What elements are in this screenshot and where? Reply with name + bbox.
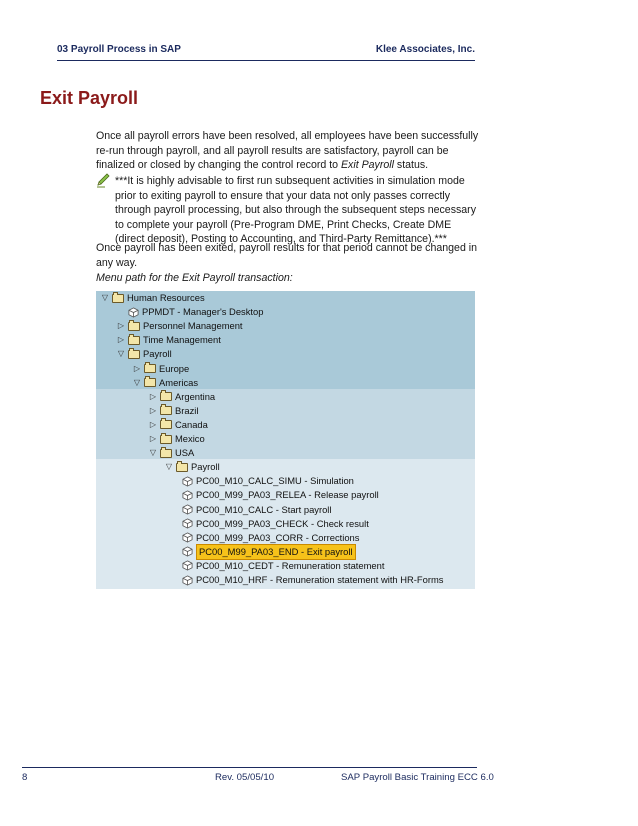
expand-closed-icon[interactable]: ▷ (149, 434, 157, 443)
menu-path-caption: Menu path for the Exit Payroll transaction: (96, 272, 293, 284)
transaction-cube-icon (182, 476, 193, 487)
header-rule (57, 60, 475, 61)
folder-open-icon (176, 463, 188, 472)
menu-tree-label: Argentina (175, 390, 216, 402)
page-header (57, 44, 475, 55)
menu-tree-node[interactable] (148, 446, 194, 460)
menu-tree-node[interactable] (180, 531, 359, 545)
menu-tree-node[interactable] (148, 418, 208, 432)
menu-tree-label: PC00_M10_CEDT - Remuneration statement (196, 559, 385, 571)
menu-tree-label: PC00_M99_PA03_CHECK - Check result (196, 517, 369, 529)
menu-tree-node[interactable] (148, 432, 205, 446)
menu-tree-node[interactable] (116, 347, 172, 361)
expand-closed-icon[interactable]: ▷ (149, 405, 157, 415)
transaction-cube-icon (182, 560, 193, 571)
menu-tree-node[interactable] (132, 376, 198, 390)
section-title: Exit Payroll (40, 88, 139, 108)
menu-tree-node[interactable] (180, 545, 356, 559)
menu-tree-label: PC00_M10_CALC - Start payroll (196, 503, 332, 515)
folder-icon (160, 435, 172, 444)
menu-tree-node[interactable] (116, 305, 263, 319)
intro-text-end: status. (393, 159, 429, 171)
menu-tree-label: Brazil (175, 404, 199, 416)
menu-tree-node[interactable] (148, 404, 198, 418)
menu-tree-label: PPMDT - Manager's Desktop (142, 306, 264, 318)
expand-open-icon[interactable]: ▽ (149, 448, 157, 458)
menu-tree-node[interactable] (180, 474, 354, 488)
folder-open-icon (144, 378, 156, 387)
intro-text: Once all payroll errors have been resolved, all employees have been successfully re-run through payroll, and all payroll results are satisfactory, payroll can be finalized or closed by changing the control record to (96, 130, 479, 171)
folder-icon (128, 322, 140, 331)
menu-tree-label: PC00_M99_PA03_CORR - Corrections (196, 531, 360, 543)
transaction-cube-icon (182, 532, 193, 543)
menu-tree-label: PC00_M99_PA03_RELEA - Release payroll (196, 489, 379, 501)
menu-tree-node[interactable] (180, 559, 384, 573)
folder-icon (160, 406, 172, 415)
transaction-cube-icon (182, 490, 193, 501)
exit-warning-paragraph: Once payroll has been exited, payroll results for that period cannot be changed in any way. (96, 242, 478, 269)
menu-tree-label: Human Resources (127, 292, 205, 303)
menu-tree-label: PC00_M10_HRF - Remuneration statement with HR-Forms (196, 574, 444, 585)
menu-tree-label: Americas (159, 376, 199, 388)
menu-tree-label: PC00_M99_PA03_END - Exit payroll (196, 544, 356, 560)
menu-tree-label: PC00_M10_CALC_SIMU - Simulation (196, 475, 354, 487)
menu-tree-label: USA (175, 447, 195, 459)
transaction-cube-icon (128, 307, 139, 318)
footer-rule (22, 767, 477, 768)
menu-tree-label: Canada (175, 418, 208, 430)
folder-open-icon (160, 449, 172, 458)
transaction-cube-icon (182, 575, 193, 586)
menu-tree-node[interactable] (132, 362, 189, 376)
folder-icon (128, 336, 140, 345)
menu-tree-node[interactable] (164, 460, 220, 474)
header-left-text: 03 Payroll Process in SAP (57, 44, 181, 55)
expand-closed-icon[interactable]: ▷ (149, 419, 157, 429)
menu-tree-label: Time Management (143, 334, 221, 346)
revision-date: Rev. 05/05/10 (215, 772, 275, 783)
menu-tree-label: Payroll (191, 461, 220, 473)
folder-open-icon (128, 350, 140, 359)
transaction-cube-icon (182, 504, 193, 515)
header-right-text: Klee Associates, Inc. (375, 44, 475, 55)
menu-tree-node[interactable] (180, 503, 331, 517)
document-title: SAP Payroll Basic Training ECC 6.0 (341, 772, 494, 783)
expand-closed-icon[interactable]: ▷ (117, 321, 125, 331)
sap-menu-tree (96, 291, 475, 589)
menu-tree-node[interactable] (148, 390, 215, 404)
menu-tree-node[interactable] (116, 319, 243, 333)
menu-tree-node[interactable] (100, 291, 205, 305)
menu-tree-node[interactable] (116, 333, 221, 347)
folder-open-icon (112, 294, 124, 303)
expand-open-icon[interactable]: ▽ (133, 377, 141, 387)
menu-tree-node[interactable] (180, 517, 369, 531)
menu-tree-node[interactable] (180, 488, 379, 502)
expand-open-icon[interactable]: ▽ (165, 462, 173, 472)
expand-closed-icon[interactable]: ▷ (117, 335, 125, 345)
pencil-icon (95, 172, 111, 188)
expand-open-icon[interactable]: ▽ (117, 349, 125, 359)
transaction-cube-icon (182, 518, 193, 529)
intro-paragraph (96, 129, 480, 173)
menu-tree-node[interactable] (180, 573, 443, 587)
menu-tree-label: Mexico (175, 433, 205, 444)
expand-open-icon[interactable]: ▽ (101, 293, 109, 302)
folder-icon (144, 364, 156, 373)
menu-tree-label: Payroll (143, 348, 172, 360)
page-number: 8 (22, 772, 28, 783)
intro-emphasis: Exit Payroll (340, 159, 394, 171)
transaction-cube-icon (182, 546, 193, 557)
folder-icon (160, 392, 172, 401)
expand-closed-icon[interactable]: ▷ (133, 363, 141, 373)
advisory-note: ***It is highly advisable to first run subsequent activities in simulation mode prior to exiting payroll to ensure that your data not only passes correctly through payroll processing, but also through the subsequent steps necessary to complete your payroll (Pre-Program DME, Print Checks, Create DME (direct deposit), Posting to Accounting, and Third-Party Remittance).*** (115, 175, 476, 245)
menu-tree-label: Personnel Management (143, 320, 243, 332)
expand-closed-icon[interactable]: ▷ (149, 391, 157, 401)
menu-tree-label: Europe (159, 362, 190, 374)
folder-icon (160, 420, 172, 429)
